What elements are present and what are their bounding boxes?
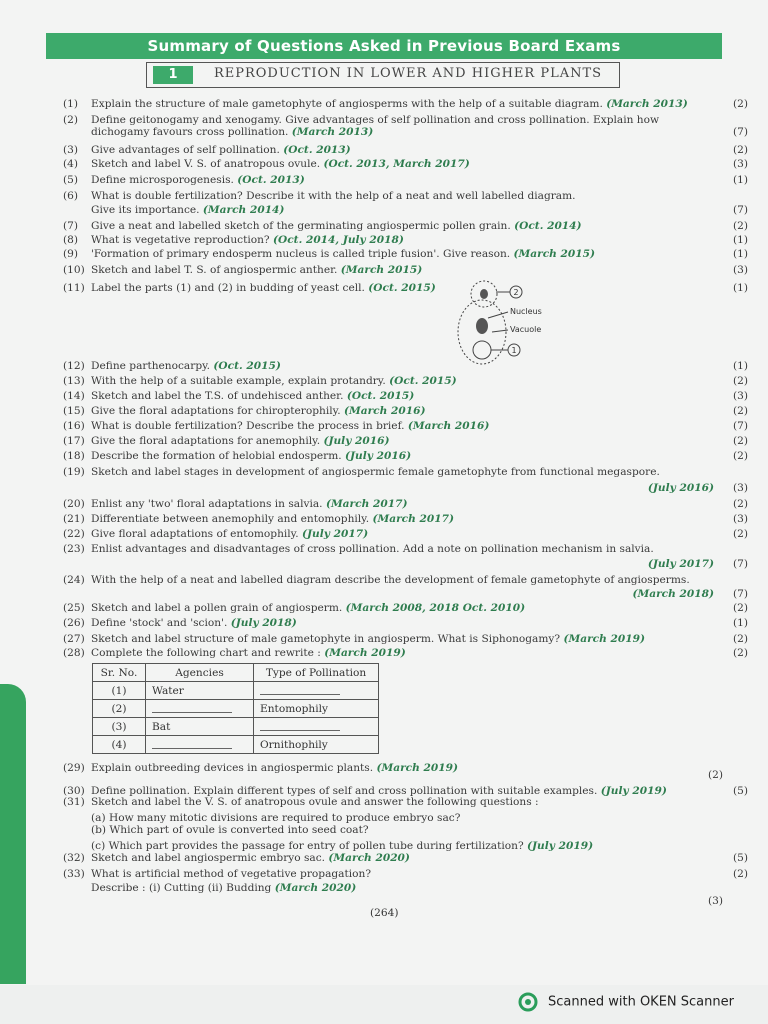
question-item — [63, 98, 748, 111]
blank-cell — [146, 700, 254, 718]
question-number: (13) — [63, 375, 85, 387]
exam-date: (Oct. 2013) — [283, 144, 351, 156]
exam-date: (March 2019) — [376, 762, 459, 774]
exam-date: (July 2019) — [600, 785, 667, 797]
question-number: (3) — [63, 144, 79, 156]
question-text: Sketch and label T. S. of angiospermic anther. — [91, 264, 338, 276]
question-number: (33) — [63, 868, 85, 880]
marks: (1) — [732, 248, 748, 260]
question-text: Define parthenocarpy. — [91, 360, 211, 372]
marks: (7) — [732, 558, 748, 570]
question-text: Differentiate between anemophily and entomophily. — [91, 513, 370, 525]
footer-text: Scanned with OKEN Scanner — [548, 994, 734, 1010]
question-item — [63, 482, 748, 495]
question-number: (6) — [63, 190, 79, 202]
question-text: Explain the structure of male gametophyte of angiosperms with the help of a suitable diagram. — [91, 98, 603, 110]
marks: (3) — [732, 264, 748, 276]
question-number: (22) — [63, 528, 85, 540]
marks: (5) — [732, 852, 748, 864]
question-text: Sketch and label the T.S. of undehisced anther. — [91, 390, 344, 402]
question-number: (20) — [63, 498, 85, 510]
yeast-budding-diagram — [452, 276, 562, 368]
exam-date: (March 2014) — [202, 204, 285, 216]
exam-date: (March 2016) — [343, 405, 426, 417]
question-number: (29) — [63, 762, 85, 774]
question-text: Give its importance. — [91, 204, 200, 216]
question-number: (5) — [63, 174, 79, 186]
scanner-watermark — [518, 992, 734, 1012]
cell: Water — [146, 682, 254, 700]
marks: (2) — [732, 405, 748, 417]
exam-date: (March 2016) — [407, 420, 490, 432]
marks: (1) — [732, 360, 748, 372]
question-number: (28) — [63, 647, 85, 659]
question-item — [63, 824, 728, 837]
exam-date: (March 2018) — [632, 588, 714, 600]
question-item — [63, 405, 748, 418]
question-number: (25) — [63, 602, 85, 614]
question-text: (b) Which part of ovule is converted into seed coat? — [91, 824, 369, 836]
question-text: Give a neat and labelled sketch of the germinating angiospermic pollen grain. — [91, 220, 511, 232]
question-item — [63, 282, 748, 295]
exam-date: (March 2013) — [291, 126, 374, 138]
question-item — [63, 647, 748, 660]
table-row — [93, 736, 379, 754]
marks: (7) — [732, 420, 748, 432]
question-number: (11) — [63, 282, 85, 294]
vacuole-label: Vacuole — [510, 325, 542, 334]
question-text: Define geitonogamy and xenogamy. Give advantages of self pollination and cross pollination. Explain how — [91, 114, 660, 126]
cell: (3) — [93, 718, 146, 736]
exam-date: (Oct. 2015) — [389, 375, 457, 387]
question-item — [63, 617, 748, 630]
marks: (2) — [732, 144, 748, 156]
exam-date: (Oct. 2013, March 2017) — [323, 158, 470, 170]
exam-date: (Oct. 2014, July 2018) — [272, 234, 404, 246]
marks: (1) — [732, 617, 748, 629]
marks-29: (2) — [708, 769, 724, 781]
question-text: What is vegetative reproduction? — [91, 234, 270, 246]
question-number: (30) — [63, 785, 85, 797]
question-item — [63, 375, 748, 388]
exam-date: (July 2019) — [527, 840, 594, 852]
marks: (2) — [732, 498, 748, 510]
page-number: (264) — [370, 907, 399, 919]
question-text: Complete the following chart and rewrite : — [91, 647, 321, 659]
cell: Entomophily — [254, 700, 379, 718]
question-text: Sketch and label the V. S. of anatropous ovule and answer the following questions : — [91, 796, 539, 808]
exam-date: (Oct. 2015) — [368, 282, 436, 294]
question-text: (a) How many mitotic divisions are required to produce embryo sac? — [91, 812, 461, 824]
cell: (1) — [93, 682, 146, 700]
marks: (2) — [732, 435, 748, 447]
question-item — [63, 574, 728, 587]
table-row — [93, 718, 379, 736]
question-text: What is double fertilization? Describe it with the help of a neat and well labelled diagram. — [91, 190, 576, 202]
question-text: Give the floral adaptations for chiropterophily. — [91, 405, 341, 417]
question-number: (26) — [63, 617, 85, 629]
question-text: Give advantages of self pollination. — [91, 144, 280, 156]
exam-date: (March 2017) — [372, 513, 455, 525]
question-number: (14) — [63, 390, 85, 402]
question-text: Define microsporogenesis. — [91, 174, 234, 186]
question-item — [63, 513, 748, 526]
exam-date: (March 2019) — [563, 633, 645, 645]
question-text: Sketch and label angiospermic embryo sac. — [91, 852, 326, 864]
marks: (2) — [732, 375, 748, 387]
question-item — [63, 264, 748, 277]
question-number: (10) — [63, 264, 85, 276]
header-agencies: Agencies — [146, 664, 254, 682]
exam-date: (July 2016) — [323, 435, 390, 447]
question-text: (c) Which part provides the passage for entry of pollen tube during fertilization? — [91, 840, 524, 852]
question-item — [63, 174, 748, 187]
header-sr-no: Sr. No. — [93, 664, 146, 682]
question-item — [63, 558, 748, 571]
question-number: (9) — [63, 248, 79, 260]
question-item — [63, 796, 728, 809]
exam-date: (July 2018) — [230, 617, 297, 629]
question-text: Sketch and label structure of male gametophyte in angiosperm. What is Siphonogamy? — [91, 633, 561, 645]
exam-date: (March 2013) — [606, 98, 688, 110]
exam-date: (March 2017) — [325, 498, 408, 510]
table-row — [93, 682, 379, 700]
question-item — [63, 248, 748, 261]
marks: (2) — [732, 220, 748, 232]
cell: (2) — [93, 700, 146, 718]
exam-date: (Oct. 2014) — [514, 220, 582, 232]
exam-date: (Oct. 2015) — [346, 390, 415, 402]
question-number: (1) — [63, 98, 79, 110]
question-text: Explain outbreeding devices in angiospermic plants. — [91, 762, 374, 774]
nucleus-label: Nucleus — [510, 307, 542, 316]
exam-date: (March 2020) — [328, 852, 410, 864]
question-text: Enlist any 'two' floral adaptations in salvia. — [91, 498, 323, 510]
marks: (2) — [732, 633, 748, 645]
question-text: With the help of a suitable example, explain protandry. — [91, 375, 386, 387]
marks: (7) — [732, 204, 748, 216]
question-item — [63, 158, 748, 171]
marks: (3) — [732, 158, 748, 170]
question-item — [63, 868, 748, 881]
question-item — [63, 390, 748, 403]
question-item — [63, 466, 728, 479]
question-item — [63, 602, 748, 615]
blank-cell — [254, 718, 379, 736]
question-number: (23) — [63, 543, 85, 555]
marks: (2) — [732, 450, 748, 462]
question-number: (4) — [63, 158, 79, 170]
exam-date: (Oct. 2013) — [237, 174, 305, 186]
question-text: 'Formation of primary endosperm nucleus is called triple fusion'. Give reason. — [91, 248, 511, 260]
question-item — [63, 882, 728, 895]
blank-cell — [146, 736, 254, 754]
question-number: (2) — [63, 114, 79, 126]
marks: (1) — [732, 234, 748, 246]
marks: (2) — [732, 98, 748, 110]
cell: Ornithophily — [254, 736, 379, 754]
exam-date: (March 2008, 2018 Oct. 2010) — [345, 602, 526, 614]
chapter-title: REPRODUCTION IN LOWER AND HIGHER PLANTS — [213, 66, 603, 81]
marks: (7) — [732, 588, 748, 600]
question-text: Enlist advantages and disadvantages of cross pollination. Add a note on pollination mechanism in salvia. — [91, 543, 654, 555]
question-number: (19) — [63, 466, 85, 478]
question-item — [63, 498, 748, 511]
marks: (2) — [732, 602, 748, 614]
question-item — [63, 852, 748, 865]
exam-date: (March 2019) — [324, 647, 406, 659]
question-number: (32) — [63, 852, 85, 864]
question-item — [63, 450, 748, 463]
question-item — [63, 360, 748, 373]
question-number: (7) — [63, 220, 79, 232]
cell: Bat — [146, 718, 254, 736]
exam-date: (July 2016) — [647, 482, 714, 494]
question-item — [63, 420, 748, 433]
question-number: (15) — [63, 405, 85, 417]
question-text: What is double fertilization? Describe the process in brief. — [91, 420, 405, 432]
question-text: Give floral adaptations of entomophily. — [91, 528, 299, 540]
table-row — [93, 700, 379, 718]
marks: (3) — [732, 513, 748, 525]
question-number: (24) — [63, 574, 85, 586]
marks: (2) — [732, 868, 748, 880]
pollination-chart — [92, 663, 379, 754]
table-header-row — [93, 664, 379, 682]
section-banner: Summary of Questions Asked in Previous Board Exams — [46, 33, 722, 59]
question-text: Describe : (i) Cutting (ii) Budding — [91, 882, 272, 894]
cell: (4) — [93, 736, 146, 754]
question-number: (27) — [63, 633, 85, 645]
question-text: Sketch and label V. S. of anatropous ovule. — [91, 158, 321, 170]
question-number: (8) — [63, 234, 79, 246]
question-number: (16) — [63, 420, 85, 432]
question-text: Sketch and label a pollen grain of angiosperm. — [91, 602, 343, 614]
question-item — [63, 204, 748, 217]
question-item — [63, 126, 748, 139]
question-item — [63, 528, 748, 541]
question-text: Label the parts (1) and (2) in budding of yeast cell. — [91, 282, 365, 294]
question-text: Describe the formation of helobial endosperm. — [91, 450, 342, 462]
question-number: (31) — [63, 796, 85, 808]
header-type: Type of Pollination — [254, 664, 379, 682]
question-number: (12) — [63, 360, 85, 372]
question-item — [63, 633, 748, 646]
question-item — [63, 588, 748, 601]
question-item — [63, 234, 748, 247]
question-text: With the help of a neat and labelled diagram describe the development of female gametophyte of angiosperms. — [91, 574, 690, 586]
marks: (3) — [732, 390, 748, 402]
label-1: 1 — [511, 346, 517, 355]
question-number: (18) — [63, 450, 85, 462]
marks: (1) — [732, 282, 748, 294]
exam-date: (Oct. 2015) — [213, 360, 281, 372]
exam-date: (July 2017) — [647, 558, 714, 570]
exam-date: (March 2015) — [513, 248, 596, 260]
exam-date: (July 2016) — [345, 450, 412, 462]
label-2: 2 — [513, 288, 519, 297]
question-item — [63, 220, 748, 233]
question-item — [63, 543, 728, 556]
question-text: Give the floral adaptations for anemophily. — [91, 435, 321, 447]
chapter-number: 1 — [153, 66, 193, 84]
question-text: Sketch and label stages in development of angiospermic female gametophyte from functional megaspore. — [91, 466, 660, 478]
marks: (2) — [732, 647, 748, 659]
question-item — [63, 144, 748, 157]
exam-date: (March 2020) — [274, 882, 357, 894]
question-item — [63, 762, 728, 775]
question-text: What is artificial method of vegetative propagation? — [91, 868, 372, 880]
marks: (2) — [732, 528, 748, 540]
question-item — [63, 435, 748, 448]
chapter-heading — [146, 62, 620, 88]
marks: (3) — [732, 482, 748, 494]
blank-cell — [254, 682, 379, 700]
oken-logo-icon — [518, 992, 538, 1012]
question-text: dichogamy favours cross pollination. — [91, 126, 289, 138]
question-text: Define 'stock' and 'scion'. — [91, 617, 228, 629]
side-tab — [0, 684, 26, 984]
marks: (5) — [732, 785, 748, 797]
marks-33: (3) — [708, 895, 724, 907]
marks: (1) — [732, 174, 748, 186]
exam-date: (March 2015) — [340, 264, 423, 276]
question-number: (17) — [63, 435, 85, 447]
question-item — [63, 190, 728, 203]
question-text: Define pollination. Explain different types of self and cross pollination with suitable examples. — [91, 785, 598, 797]
exam-date: (July 2017) — [302, 528, 369, 540]
question-number: (21) — [63, 513, 85, 525]
marks: (7) — [732, 126, 748, 138]
